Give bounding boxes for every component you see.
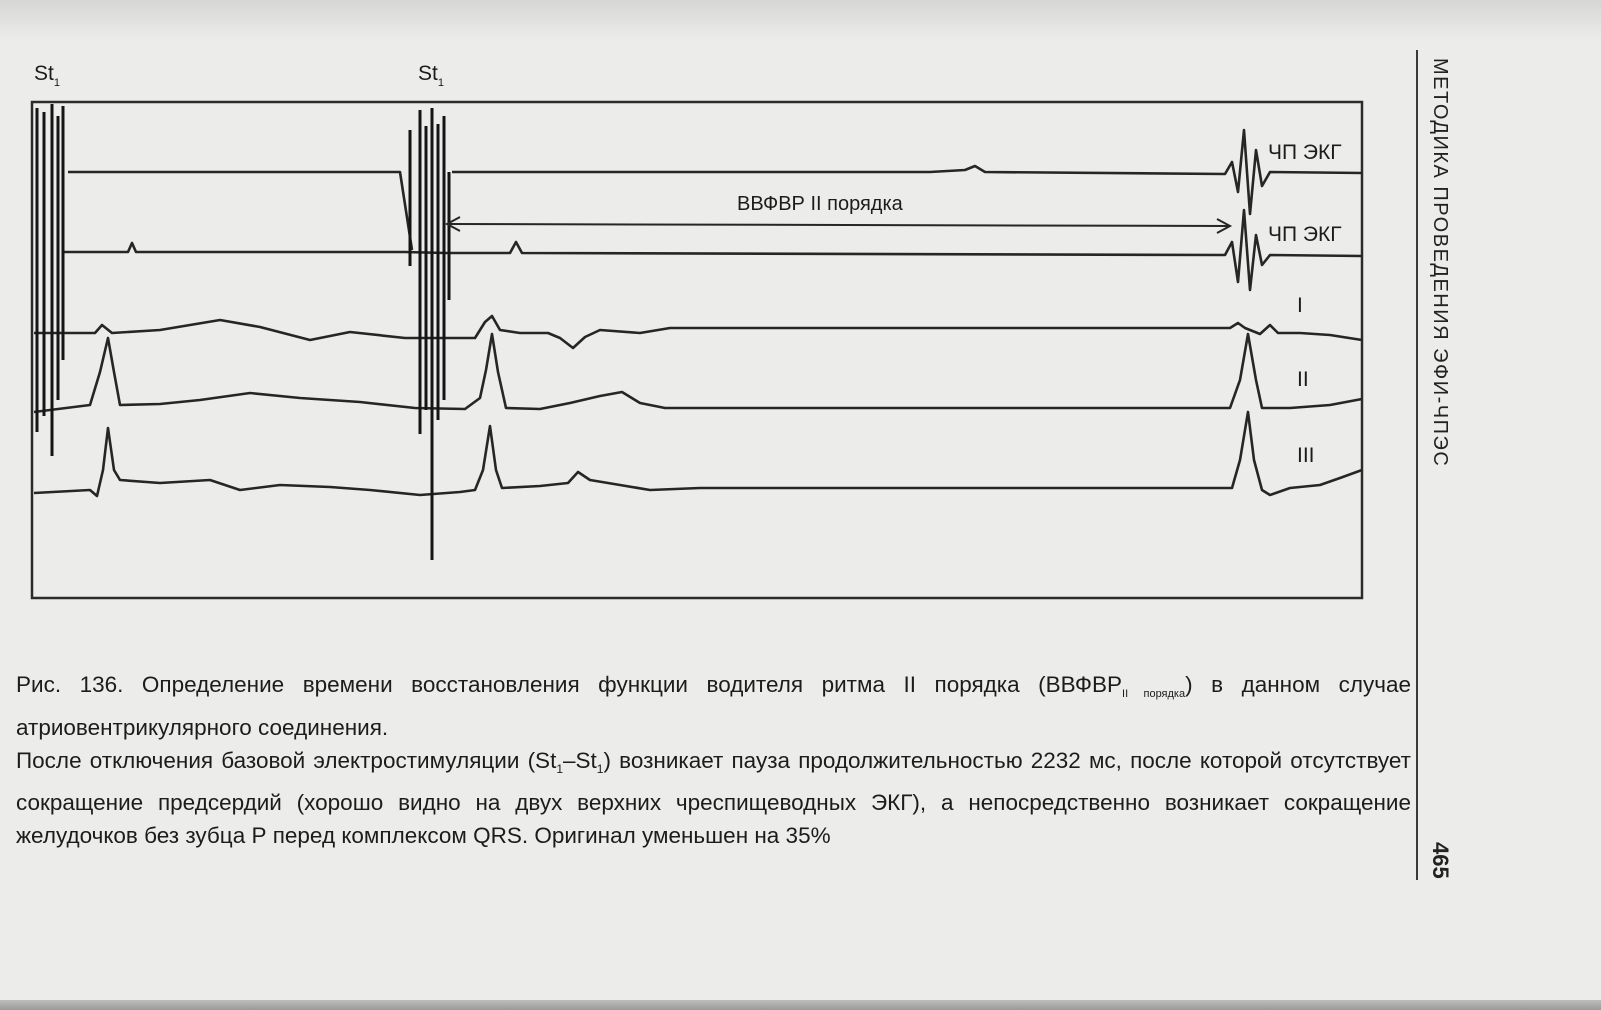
- stimulus-artifacts-1: [37, 104, 63, 456]
- figure-caption: [16, 668, 1411, 852]
- lead-label-III: III: [1297, 444, 1315, 467]
- interval-label: ВВФВР II порядка: [737, 193, 903, 215]
- interval-arrow: [447, 217, 1230, 233]
- caption-title: Рис. 136. Определение времени восстановления функции водителя ритма II порядка $(ВВФВР_{II порядка})$ в данном случае атриовентрикулярного соединения.: [16, 672, 1411, 740]
- trace-esophageal-2: [62, 210, 1362, 290]
- caption-body: После отключения базовой электростимуляции $(St_1-St_1)$ возникает пауза продолжительностью 2232 мс, после которой отсутствует сокращение предсердий (хорошо видно на двух верхних чреспищеводных ЭКГ), а непосредственно возникает сокращение желудочков без зубца Р перед комплексом QRS. Оригинал уменьшен на 35%: [16, 748, 1411, 848]
- trace-lead-2: [34, 334, 1362, 412]
- running-head: МЕТОДИКА ПРОВЕДЕНИЯ ЭФИ-ЧПЭС: [1429, 58, 1451, 468]
- trace-esophageal-1: [68, 130, 1362, 250]
- lead-label-I: I: [1297, 294, 1303, 317]
- stimulus-label-2: $St_1$: [418, 62, 444, 89]
- margin-rule: [1416, 50, 1418, 880]
- stimulus-label-1: $St_1$: [34, 62, 60, 89]
- page-bottom-edge: [0, 1000, 1601, 1010]
- lead-label-II: II: [1297, 368, 1309, 391]
- page-number: 465: [1428, 842, 1453, 879]
- lead-label-esophageal-2: ЧП ЭКГ: [1268, 223, 1342, 246]
- trace-lead-3: [34, 412, 1362, 496]
- ecg-frame: [32, 102, 1362, 598]
- trace-lead-1: [34, 316, 1362, 348]
- lead-label-esophageal-1: ЧП ЭКГ: [1268, 141, 1342, 164]
